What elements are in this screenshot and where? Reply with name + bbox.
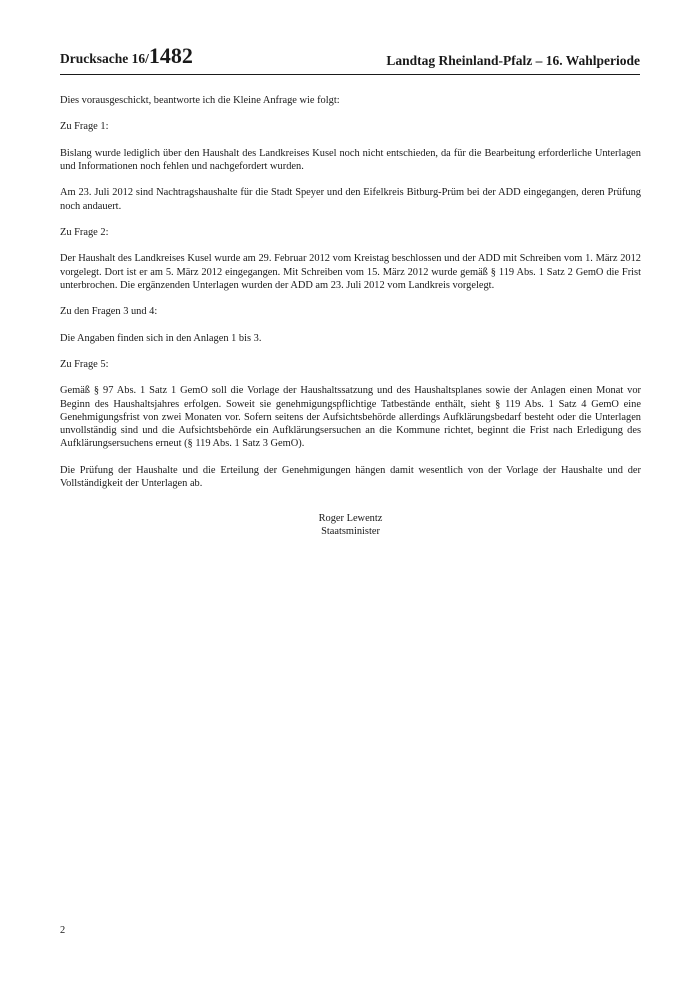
parliament-title: Landtag Rheinland-Pfalz – 16. Wahlperiode: [386, 53, 640, 68]
signatory-title: Staatsminister: [321, 526, 380, 538]
answer-2-paragraph: Der Haushalt des Landkreises Kusel wurde am 29. Februar 2012 vom Kreistag beschlossen und der ADD mit Schreiben vom 1. März 2012 vorgelegt. Dort ist er am 5. März 2012 eingegangen. Mit Schreiben vom 15. März 2012 wurde gemäß § 119 Abs. 1 Satz 2 GemO die Frist unterbrochen. Die ergänzenden Unterlagen wurden der ADD am 23. Juli 2012 vom Landkreis vorgelegt.: [60, 253, 641, 291]
question-3-4-heading: Zu den Fragen 3 und 4:: [60, 306, 158, 318]
document-label: Drucksache 16/: [60, 51, 149, 66]
question-5-heading: Zu Frage 5:: [60, 358, 109, 370]
document-body: [60, 94, 641, 538]
question-2-heading: Zu Frage 2:: [60, 226, 109, 238]
signatory-name: Roger Lewentz: [318, 512, 383, 524]
answer-5-paragraph-1: Gemäß § 97 Abs. 1 Satz 1 GemO soll die Vorlage der Haushaltssatzung und des Haushaltsplanes sowie der Anlagen einen Monat vor Beginn des Haushaltsjahres erfolgen. Soweit sie genehmigungspflichtige Tatbestände enthält, sieht § 119 Abs. 1 Satz 4 GemO eine Genehmigungsfrist von zwei Monaten vor. Sofern seitens der Aufsichtsbehörde allerdings Aufklärungsbedarf besteht oder die Unterlagen unvollständig sind und die Aufsichtsbehörde ein Aufklärungsersuchen an die Kommune richtet, beginnt die Frist nach Erledigung des Aufklärungsersuchens erneut (§ 119 Abs. 1 Satz 3 GemO).: [60, 385, 641, 450]
document-number: 1482: [148, 43, 193, 68]
page-number: 2: [60, 925, 66, 936]
answer-3-4-paragraph: Die Angaben finden sich in den Anlagen 1 bis 3.: [60, 332, 262, 344]
answer-1-paragraph-2: Am 23. Juli 2012 sind Nachtragshaushalte für die Stadt Speyer und den Eifelkreis Bitburg-Prüm bei der ADD eingegangen, deren Prüfung noch andauert.: [60, 187, 641, 212]
answer-5-paragraph-2: Die Prüfung der Haushalte und die Erteilung der Genehmigungen hängen damit wesentlich von der Vorlage der Haushalte und der Vollständigkeit der Unterlagen ab.: [60, 464, 641, 489]
signature-block: [60, 512, 641, 538]
question-1-heading: Zu Frage 1:: [60, 121, 109, 133]
page-header: [60, 44, 640, 75]
answer-1-paragraph-1: Bislang wurde lediglich über den Haushalt des Landkreises Kusel noch nicht entschieden, da für die Bearbeitung erforderliche Unterlagen und Informationen noch fehlen und nachgefordert wurden.: [60, 147, 641, 172]
intro-paragraph: Dies vorausgeschickt, beantworte ich die Kleine Anfrage wie folgt:: [60, 95, 340, 106]
document-reference: [60, 43, 193, 69]
